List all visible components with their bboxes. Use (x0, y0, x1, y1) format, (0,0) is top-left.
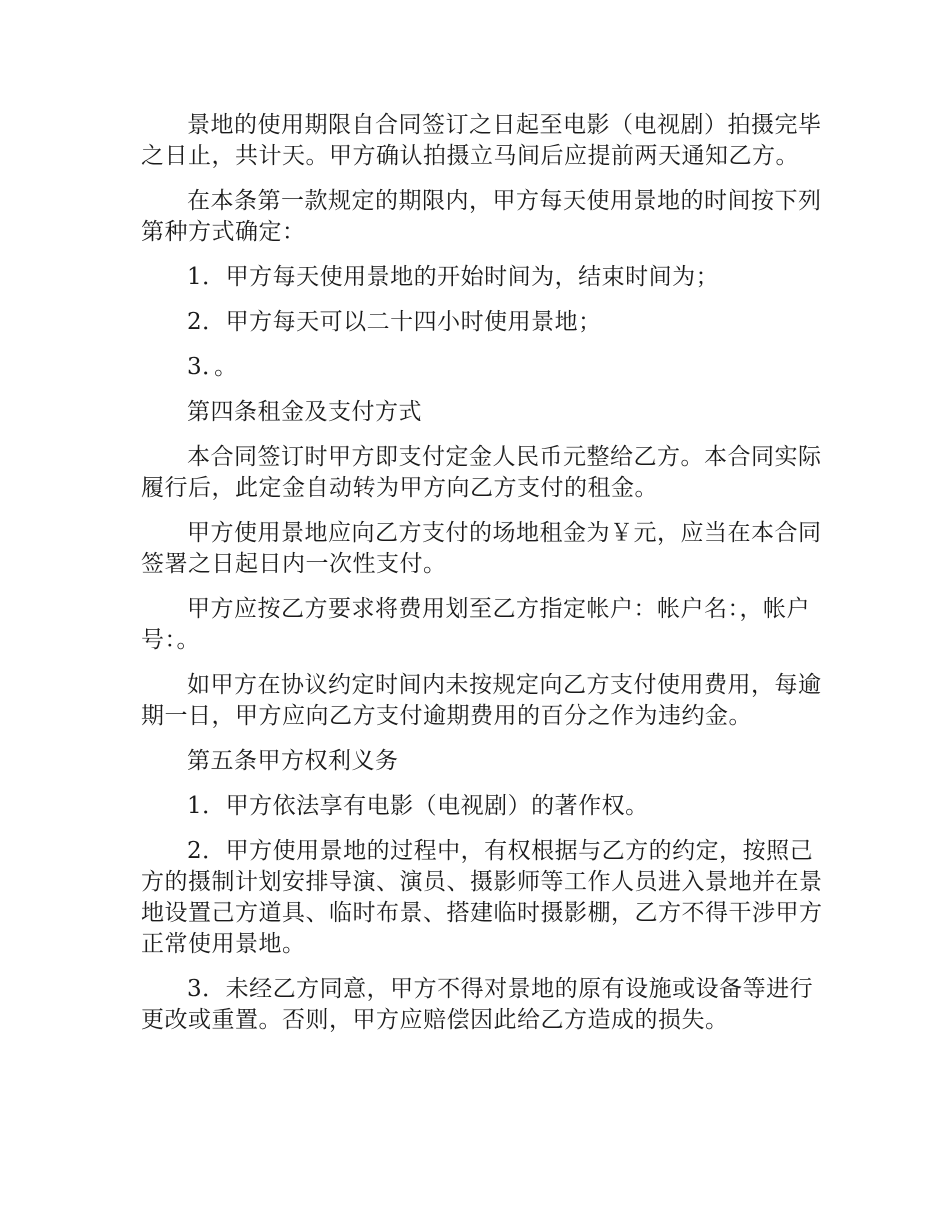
paragraph-account: 甲方应按乙方要求将费用划至乙方指定帐户：帐户名：，帐户号：。 (141, 596, 810, 653)
list-item-3: 3．。 (187, 354, 238, 380)
list-item-no-modification: 3．未经乙方同意，甲方不得对景地的原有设施或设备等进行更改或重置。否则，甲方应赔偿因此给乙方造成的损失。 (141, 976, 814, 1033)
paragraph-term-duration: 景地的使用期限自合同签订之日起至电影（电视剧）拍摄完毕之日止，共计天。甲方确认拍摄立马间后应提前两天通知乙方。 (141, 112, 822, 169)
document-body (141, 110, 831, 1050)
list-item-copyright: 1．甲方依法享有电影（电视剧）的著作权。 (187, 793, 649, 819)
section-heading-article-5: 第五条甲方权利义务 (187, 748, 399, 774)
paragraph-late-penalty: 如甲方在协议约定时间内未按规定向乙方支付使用费用，每逾期一日，甲方应向乙方支付逾期费用的百分之作为违约金。 (141, 672, 822, 729)
paragraph-rent: 甲方使用景地应向乙方支付的场地租金为￥元，应当在本合同签署之日起日内一次性支付。 (141, 520, 822, 577)
list-item-2: 2．甲方每天可以二十四小时使用景地； (187, 309, 602, 335)
paragraph-deposit: 本合同签订时甲方即支付定金人民币元整给乙方。本合同实际履行后，此定金自动转为甲方向乙方支付的租金。 (141, 444, 822, 501)
list-item-1: 1．甲方每天使用景地的开始时间为，结束时间为； (187, 264, 720, 290)
paragraph-daily-time: 在本条第一款规定的期限内，甲方每天使用景地的时间按下列第种方式确定： (141, 188, 822, 245)
list-item-site-use-rights: 2．甲方使用景地的过程中，有权根据与乙方的约定，按照己方的摄制计划安排导演、演员、摄影师等工作人员进入景地并在景地设置己方道具、临时布景、搭建临时摄影棚，乙方不得干涉甲方正常使用景地。 (141, 838, 823, 957)
section-heading-article-4: 第四条租金及支付方式 (187, 399, 422, 425)
